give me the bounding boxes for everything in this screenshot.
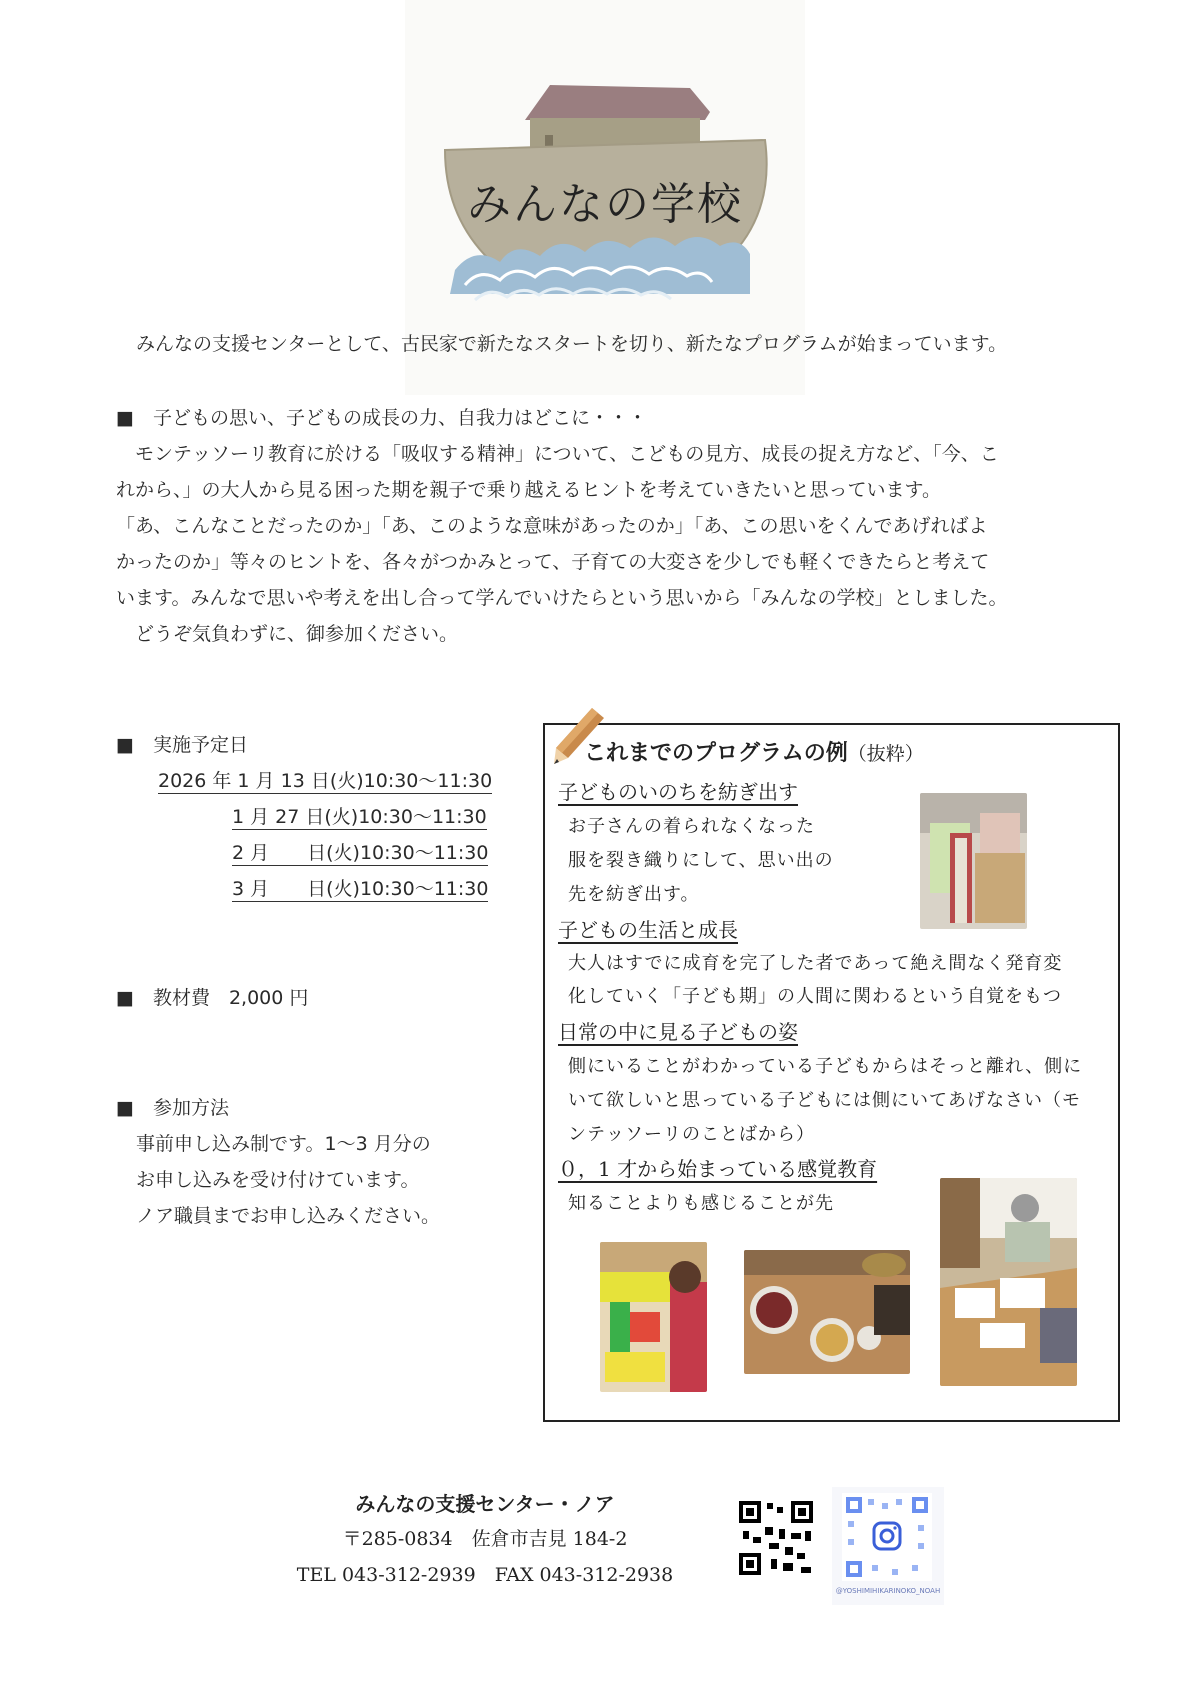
- beans-photo-image: [744, 1250, 910, 1374]
- weaving-photo: [920, 793, 1027, 929]
- group-activity-photo-image: [940, 1178, 1077, 1386]
- program-item-heading: 子どものいのちを紡ぎ出す: [558, 780, 798, 804]
- apply-line: お申し込みを受け付けています。: [136, 1169, 420, 1191]
- section-line: れから、」の大人から見る困った期を親子で乗り越えるヒントを考えていきたいと思っています。: [116, 479, 941, 501]
- instagram-qr-image: [832, 1487, 944, 1585]
- intro-text: みんなの支援センターとして、古民家で新たなスタートを切り、新たなプログラムが始まっています。: [136, 333, 1008, 355]
- program-item-line: いて欲しいと思っている子どもには側にいてあげなさい（モ: [568, 1090, 1081, 1111]
- program-item-line: 化していく「子ども期」の人間に関わるという自覚をもつ: [568, 986, 1062, 1007]
- schedule-date: 2 月 日(火)10:30～11:30: [232, 842, 489, 864]
- program-item-heading: 日常の中に見る子どもの姿: [558, 1020, 798, 1044]
- instagram-qr-card[interactable]: [832, 1487, 944, 1605]
- fee-text: ■ 教材費 2,000 円: [116, 987, 309, 1009]
- section-heading: ■ 子どもの思い、子どもの成長の力、自我力はどこに・・・: [116, 407, 647, 429]
- program-item-heading: 子どもの生活と成長: [558, 918, 738, 942]
- program-item-line: 服を裂き織りにして、思い出の: [568, 850, 834, 871]
- program-item-line: ンテッソーリのことばから）: [568, 1124, 815, 1145]
- section-line: モンテッソーリ教育に於ける「吸収する精神」について、こどもの見方、成長の捉え方など、「今、こ: [116, 443, 999, 465]
- schedule-heading: ■ 実施予定日: [116, 734, 248, 756]
- program-item-line: 大人はすでに成育を完了した者であって絶え間なく発育変: [568, 953, 1063, 974]
- section-line: かったのか」等々のヒントを、各々がつかみとって、子育ての大変さを少しでも軽くできたらと考えて: [116, 551, 990, 573]
- section-line: 「あ、こんなことだったのか」「あ、このような意味があったのか」「あ、この思いをくんであげればよ: [116, 515, 988, 537]
- apply-line: 事前申し込み制です。1～3 月分の: [136, 1133, 431, 1155]
- weaving-photo-image: [920, 793, 1027, 929]
- program-box-title: [584, 736, 924, 767]
- org-contact: TEL 043-312-2939 FAX 043-312-2938: [296, 1564, 674, 1586]
- schedule-date: 3 月 日(火)10:30～11:30: [232, 878, 489, 900]
- schedule-date: 1 月 27 日(火)10:30～11:30: [232, 806, 487, 828]
- program-title: これまでのプログラムの例: [584, 740, 848, 766]
- beans-photo: [744, 1250, 910, 1374]
- org-address: 〒285-0834 佐倉市吉見 184-2: [342, 1528, 628, 1550]
- program-item-line: 知ることよりも感じることが先: [568, 1193, 834, 1214]
- section-line: います。みんなで思いや考えを出し合って学んでいけたらという思いから「みんなの学校」としました。: [116, 587, 1008, 609]
- program-item-line: お子さんの着られなくなった: [568, 816, 815, 837]
- apply-line: ノア職員までお申し込みください。: [136, 1205, 441, 1227]
- child-play-photo: [600, 1242, 707, 1392]
- instagram-handle: @YOSHIMIHIKARINOKO_NOAH: [835, 1587, 941, 1595]
- child-play-photo-image: [600, 1242, 707, 1392]
- program-title-suffix: （抜粋）: [847, 743, 924, 765]
- section-line: どうぞ気負わずに、御参加ください。: [116, 623, 459, 645]
- program-item-heading: ０，1 才から始まっている感覚教育: [558, 1157, 878, 1181]
- schedule-date: 2026 年 1 月 13 日(火)10:30～11:30: [158, 770, 493, 792]
- org-name: みんなの支援センター・ノア: [355, 1492, 615, 1516]
- program-item-line: 先を紡ぎ出す。: [568, 884, 700, 905]
- group-activity-photo: [940, 1178, 1077, 1386]
- page-title: みんなの学校: [467, 179, 743, 230]
- apply-heading: ■ 参加方法: [116, 1097, 229, 1119]
- qr-code-image: [735, 1497, 817, 1579]
- qr-code[interactable]: [735, 1497, 817, 1579]
- section-main-theme: [116, 400, 1007, 652]
- program-item-line: 側にいることがわかっている子どもからはそっと離れ、側に: [568, 1056, 1083, 1077]
